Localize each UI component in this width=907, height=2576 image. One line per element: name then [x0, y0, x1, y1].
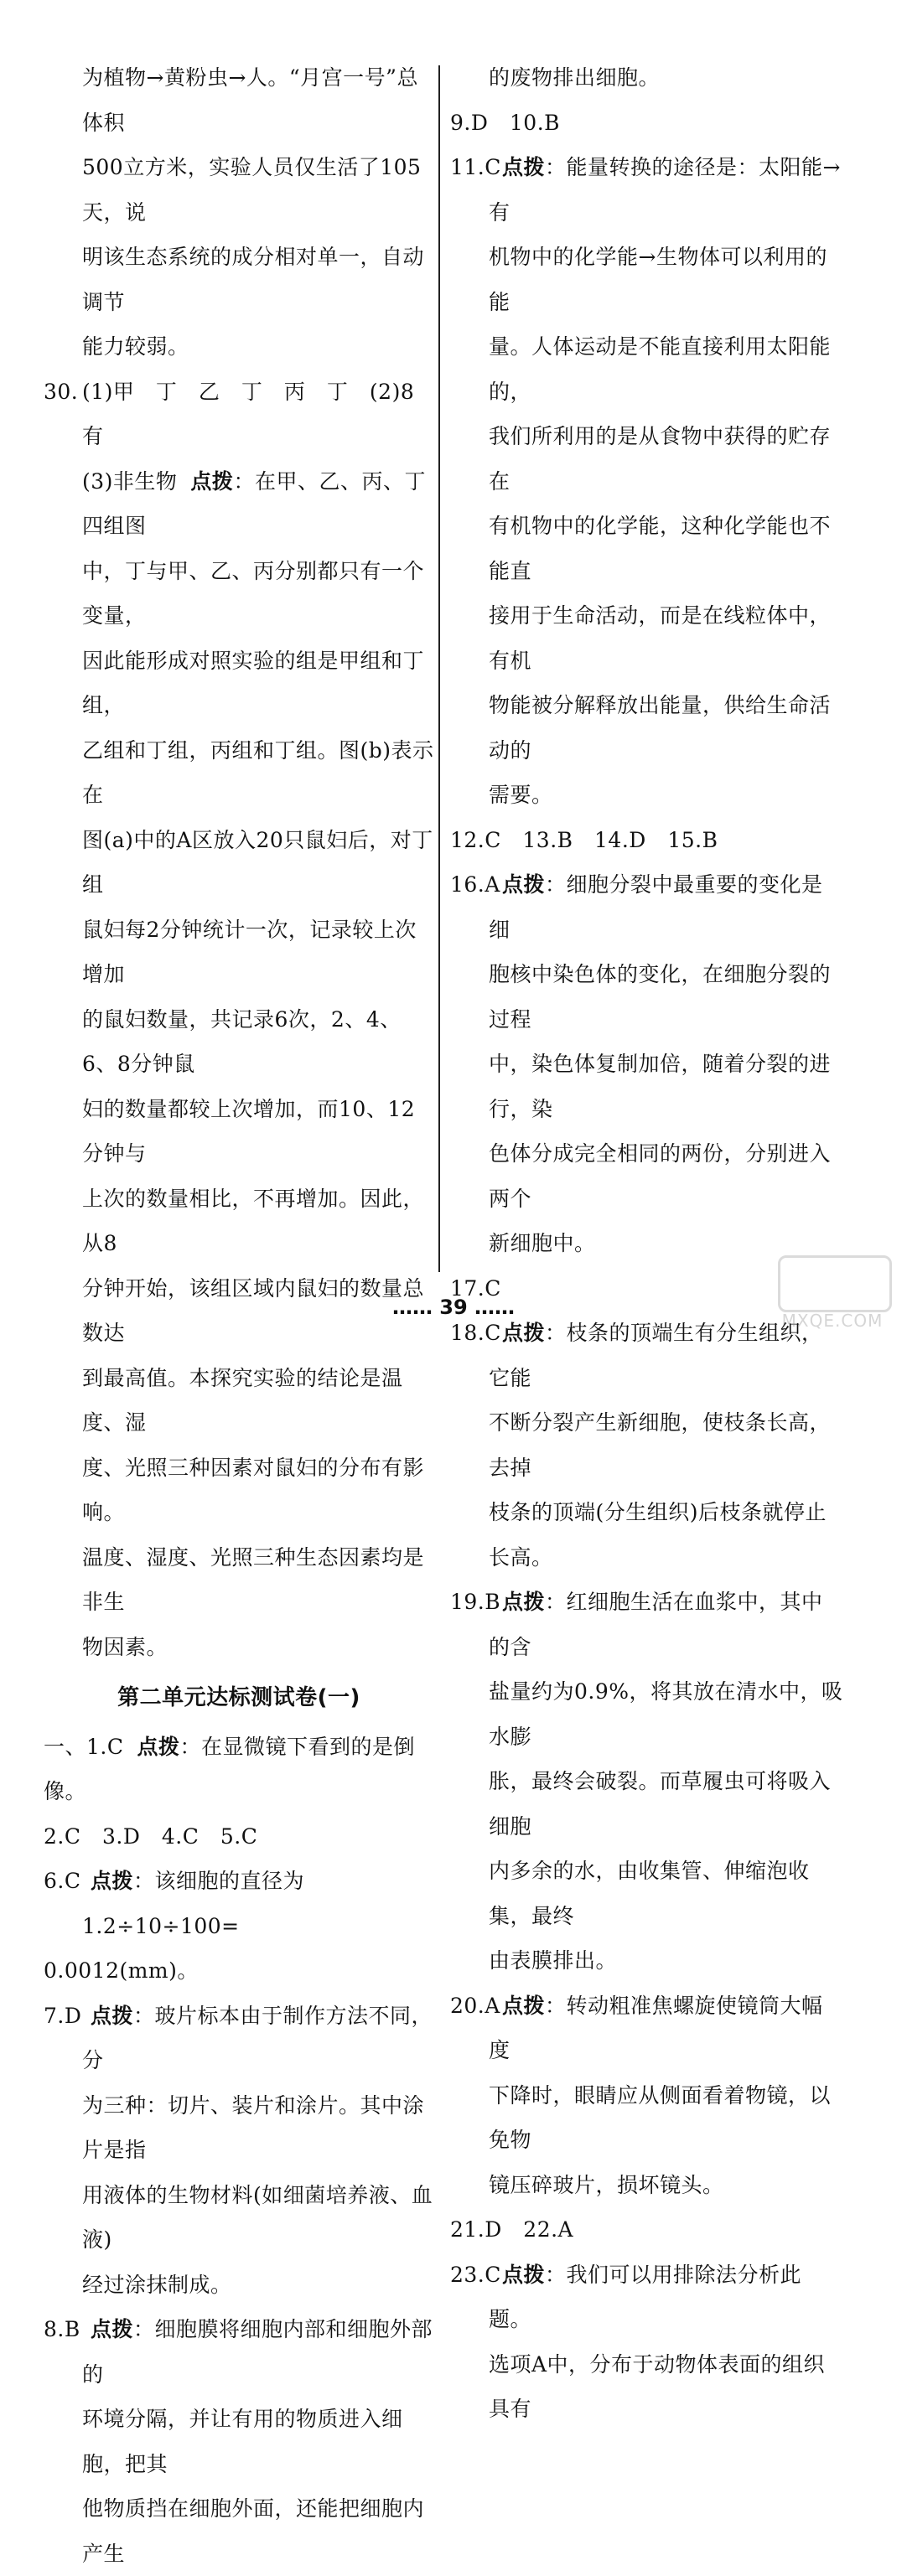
- answers-9-10: 9.D 10.B: [450, 110, 561, 135]
- answer-number: 30.: [44, 379, 79, 404]
- answer-number: 16.A: [450, 872, 500, 897]
- answer-8-continuation: 的废物排出细胞。: [489, 65, 661, 90]
- answers-12-15: 12.C 13.B 14.D 15.B: [450, 827, 718, 852]
- hint-keyword: 点拨: [91, 1869, 134, 1893]
- right-column: [450, 55, 844, 2432]
- answer-30: 30. (1)甲 丁 乙 丁 丙 丁 (2)8 有 (3)非生物 点拨：在甲、乙、丙、丁四组图 中，丁与甲、乙、丙分别都只有一个变量， 因此能形成对照实验的组是甲组和丁组， 乙组和丁组，丙组和丁组。图(b)表示在 图(a)中的A区放入20只鼠妇后，对丁组 鼠妇每2分钟统计一次，记录较上次增加 的鼠妇数量，共记录6次，2、4、6、8分钟鼠 妇的数量都较上次增加，而10、12分钟与 上次的数量相比，不再增加。因此，从8 分钟开始，该组区域内鼠妇的数量总数达 到最高值。本探究实验的结论是温度、湿 度、光照三种因素对鼠妇的分布有影响。 温度、湿度、光照三种生态因素均是非生 物因素。: [44, 370, 434, 1670]
- answer-number: 18.C: [450, 1321, 501, 1345]
- hint-keyword: 点拨: [502, 872, 546, 897]
- hint-keyword: 点拨: [502, 1321, 546, 1345]
- answer-19: 19.B 点拨：红细胞生活在血浆中，其中的含 盐量约为0.9%，将其放在清水中，吸水膨 胀，最终会破裂。而草履虫可将吸入细胞 内多余的水，由收集管、伸缩泡收集，最终 由表膜排出。: [450, 1580, 844, 1984]
- answer-number: 6.C: [44, 1869, 81, 1893]
- answer-number: 8.B: [44, 2317, 80, 2341]
- answer-17: 17.C: [450, 1275, 501, 1301]
- watermark-text: MXQE.COM: [781, 1311, 884, 1331]
- answer-16: 16.A 点拨：细胞分裂中最重要的变化是细 胞核中染色体的变化，在细胞分裂的过程 中，染色体复制加倍，随着分裂的进行，染 色体分成完全相同的两份，分别进入两个 新细胞中。: [450, 862, 844, 1266]
- hint-keyword: 点拨: [502, 155, 546, 179]
- hint-keyword: 点拨: [91, 2003, 134, 2028]
- answer-number: 7.D: [44, 2003, 82, 2028]
- answer-11: 11.C 点拨：能量转换的途径是：太阳能→有 机物中的化学能→生物体可以利用的能 量。人体运动是不能直接利用太阳能的， 我们所利用的是从食物中获得的贮存在 有机物中的化学能，这种化学能也不能直 接用于生命活动，而是在线粒体中，有机 物能被分解释放出能量，供给生命活动的 需要。: [450, 145, 844, 818]
- answer-7: 7.D 点拨：玻片标本由于制作方法不同，分 为三种：切片、装片和涂片。其中涂片是指 用液体的生物材料(如细菌培养液、血液) 经过涂抹制成。: [44, 1994, 434, 2308]
- answers-2-5: 2.C 3.D 4.C 5.C: [44, 1823, 258, 1849]
- answer-number: 23.C: [450, 2262, 501, 2287]
- page-number: …… 39 ……: [391, 1296, 516, 1319]
- column-divider: [438, 65, 440, 1272]
- answer-18: 18.C 点拨：枝条的顶端生有分生组织，它能 不断分裂产生新细胞，使枝条长高，去掉 枝条的顶端(分生组织)后枝条就停止 长高。: [450, 1311, 844, 1580]
- answers-21-22: 21.D 22.A: [450, 2217, 574, 2242]
- answer-29-continuation: 为植物→黄粉虫→人。“月宫一号”总体积 500立方米，实验人员仅生活了105天，说 明该生态系统的成分相对单一，自动调节 能力较弱。: [82, 65, 425, 359]
- answer-20: 20.A 点拨：转动粗准焦螺旋使镜筒大幅度 下降时，眼睛应从侧面看着物镜，以免物 镜压碎玻片，损坏镜头。: [450, 1984, 844, 2208]
- hint-keyword: 点拨: [502, 2262, 546, 2287]
- answer-23: 23.C 点拨：我们可以用排除法分析此题。 选项A中，分布于动物体表面的组织具有: [450, 2253, 844, 2432]
- hint-keyword: 点拨: [137, 1734, 180, 1759]
- answer-1: 一、1.C 点拨：在显微镜下看到的是倒像。: [44, 1734, 416, 1803]
- hint-keyword: 点拨: [502, 1993, 546, 2018]
- answer-number: 19.B: [450, 1590, 501, 1614]
- answer-number: 20.A: [450, 1993, 500, 2018]
- hint-keyword: 点拨: [502, 1590, 546, 1614]
- hint-keyword: 点拨: [91, 2317, 134, 2341]
- section-title: 第二单元达标测试卷(一): [117, 1685, 360, 1710]
- answer-number: 11.C: [450, 155, 501, 179]
- answer-8: 8.B 点拨：细胞膜将细胞内部和细胞外部的 环境分隔，并让有用的物质进入细胞，把其 他物质挡在细胞外面，还能把细胞内产生: [44, 2307, 434, 2576]
- answer-6: 6.C 点拨：该细胞的直径为1.2÷10÷100= 0.0012(mm)。: [44, 1859, 434, 1994]
- hint-keyword: 点拨: [190, 468, 234, 494]
